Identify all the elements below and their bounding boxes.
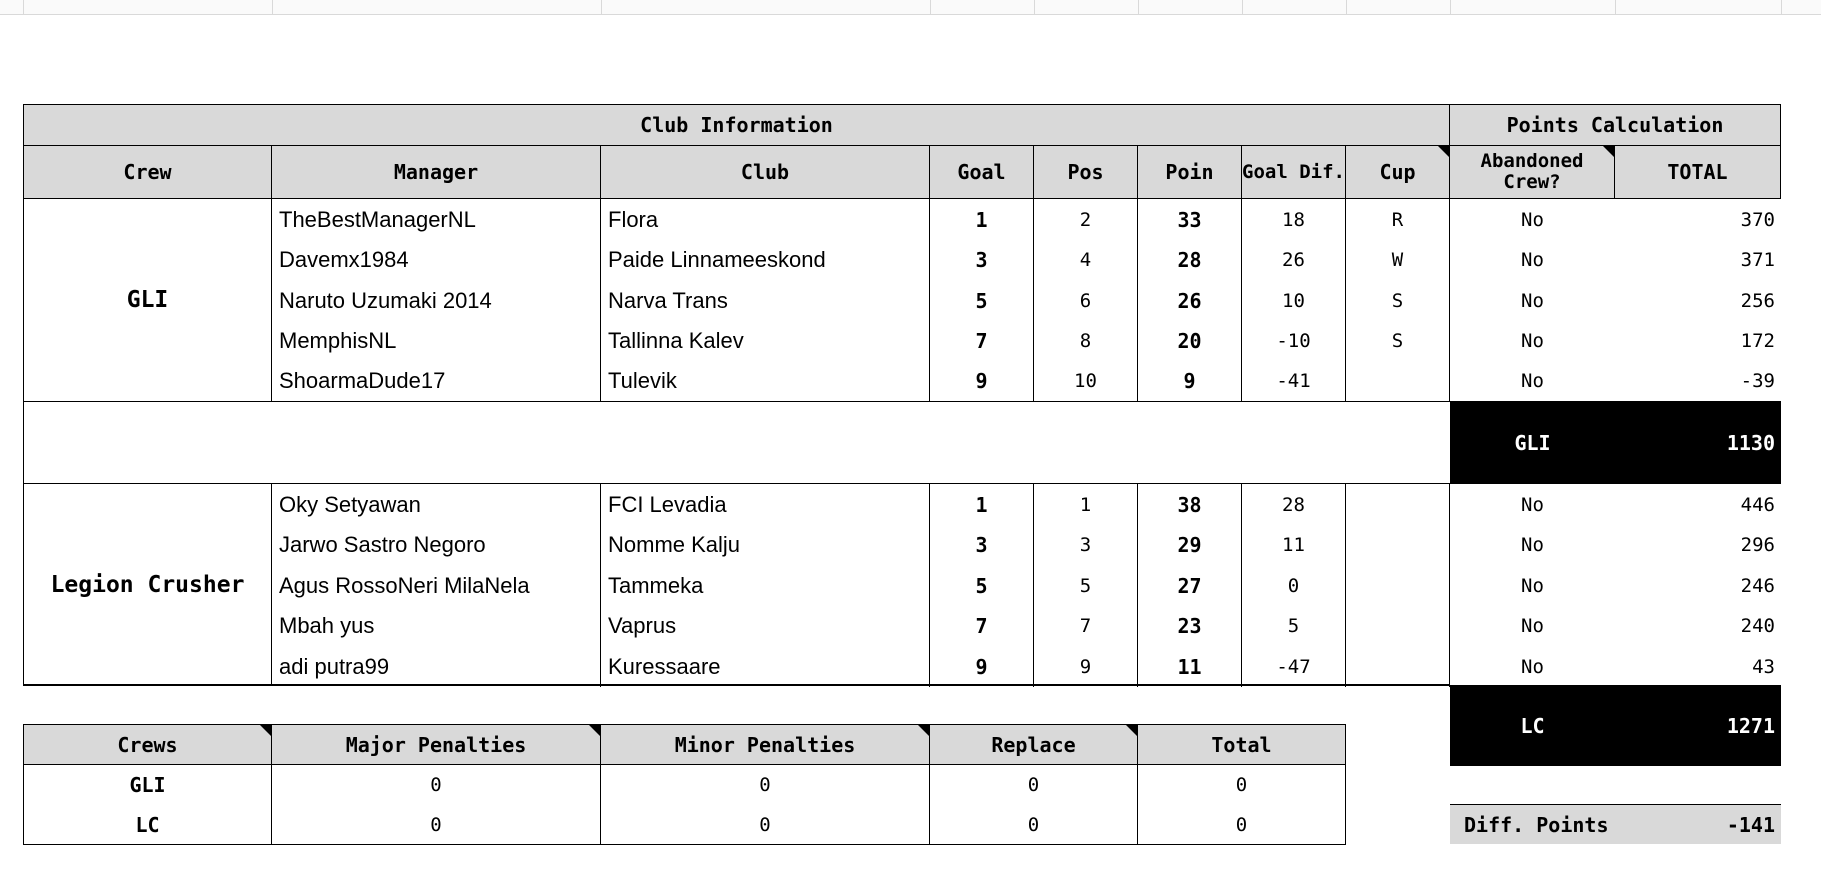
cell-pos[interactable]: 5 [1034, 565, 1138, 606]
cell-poin[interactable]: 20 [1138, 321, 1242, 361]
cell-gdif[interactable]: 26 [1242, 240, 1346, 280]
cell-total[interactable]: 256 [1740, 289, 1775, 312]
diff-points-value[interactable]: -141 [1615, 804, 1781, 844]
cell-cup[interactable]: R [1346, 199, 1450, 240]
cell-gdif[interactable]: 11 [1242, 525, 1346, 565]
cell-goal[interactable]: 7 [930, 321, 1034, 361]
cell-total[interactable]: 43 [1752, 655, 1775, 678]
cell-gdif[interactable]: 0 [1242, 565, 1346, 606]
cell-goal[interactable]: 5 [930, 565, 1034, 606]
cell-abandoned[interactable]: No [1521, 330, 1544, 352]
cell-manager[interactable]: Jarwo Sastro Negoro [272, 525, 601, 565]
cell-goal[interactable]: 9 [930, 646, 1034, 687]
cell-poin[interactable]: 29 [1138, 525, 1242, 565]
cell-poin[interactable]: 26 [1138, 280, 1242, 321]
cell-pos[interactable]: 6 [1034, 280, 1138, 321]
gli-subtotal-value[interactable]: 1130 [1615, 402, 1781, 484]
cell-club[interactable]: Nomme Kalju [601, 525, 930, 565]
cell-abandoned[interactable]: No [1521, 249, 1544, 271]
cell-manager[interactable]: ShoarmaDude17 [272, 361, 601, 402]
total-header[interactable]: TOTAL [1615, 146, 1781, 199]
penalty-minor[interactable]: 0 [601, 805, 930, 845]
cell-pos[interactable]: 10 [1034, 361, 1138, 402]
cell-manager[interactable]: Davemx1984 [272, 240, 601, 280]
cell-poin[interactable]: 28 [1138, 240, 1242, 280]
penalties-replace-header[interactable]: Replace [930, 724, 1138, 765]
column-divider [1615, 0, 1616, 14]
column-divider [272, 0, 273, 14]
cell-poin[interactable]: 38 [1138, 484, 1242, 525]
cell-total[interactable]: 371 [1740, 249, 1775, 271]
cell-pos[interactable]: 9 [1034, 646, 1138, 687]
cell-goal[interactable]: 5 [930, 280, 1034, 321]
cell-total[interactable]: 296 [1740, 534, 1775, 556]
cell-gdif[interactable]: -10 [1242, 321, 1346, 361]
cell-gdif[interactable]: -41 [1242, 361, 1346, 402]
column-divider [1450, 0, 1451, 14]
cell-abandoned[interactable]: No [1521, 289, 1544, 312]
cell-club[interactable]: Paide Linnameeskond [601, 240, 930, 280]
penalty-crew[interactable]: GLI [23, 765, 272, 805]
cell-poin[interactable]: 33 [1138, 199, 1242, 240]
cell-poin[interactable]: 9 [1138, 361, 1242, 402]
penalty-crew[interactable]: LC [23, 805, 272, 845]
penalty-replace[interactable]: 0 [930, 765, 1138, 805]
cell-cup[interactable] [1346, 606, 1450, 646]
cell-cup[interactable] [1346, 361, 1450, 402]
cell-club[interactable]: Narva Trans [601, 280, 930, 321]
cell-abandoned[interactable]: No [1450, 361, 1615, 402]
cell-cup[interactable]: S [1346, 321, 1450, 361]
penalties-minor-header[interactable]: Minor Penalties [601, 724, 930, 765]
cell-manager[interactable]: MemphisNL [272, 321, 601, 361]
cell-manager[interactable]: Agus RossoNeri MilaNela [272, 565, 601, 606]
lc-subtotal-label[interactable]: LC [1450, 685, 1615, 766]
penalties-total-header[interactable]: Total [1138, 724, 1346, 765]
club-header[interactable]: Club [601, 146, 930, 199]
cell-abandoned[interactable]: No [1521, 615, 1544, 637]
manager-header[interactable]: Manager [272, 146, 601, 199]
poin-header[interactable]: Poin [1138, 146, 1242, 199]
cell-pos[interactable]: 7 [1034, 606, 1138, 646]
cell-cup[interactable] [1346, 484, 1450, 525]
cell-gdif[interactable]: 28 [1242, 484, 1346, 525]
column-divider [23, 0, 24, 14]
club-information-header[interactable]: Club Information [23, 104, 1450, 146]
penalty-total[interactable]: 0 [1138, 805, 1346, 845]
crew-header[interactable]: Crew [23, 146, 272, 199]
cell-pos[interactable]: 2 [1034, 199, 1138, 240]
cell-gdif[interactable]: 18 [1242, 199, 1346, 240]
column-divider [1034, 0, 1035, 14]
column-divider [1781, 0, 1782, 14]
penalty-major[interactable]: 0 [272, 805, 601, 845]
column-divider [1346, 0, 1347, 14]
cell-cup[interactable] [1346, 525, 1450, 565]
cell-manager[interactable]: TheBestManagerNL [272, 199, 601, 240]
cell-goal[interactable]: 9 [930, 361, 1034, 402]
goal-dif-header[interactable]: Goal Dif. [1242, 146, 1346, 199]
cell-goal[interactable]: 7 [930, 606, 1034, 646]
cell-pos[interactable]: 8 [1034, 321, 1138, 361]
cell-gdif[interactable]: 5 [1242, 606, 1346, 646]
pos-header[interactable]: Pos [1034, 146, 1138, 199]
cell-abandoned[interactable]: No [1521, 208, 1544, 231]
cell-manager[interactable]: Naruto Uzumaki 2014 [272, 280, 601, 321]
cell-cup[interactable] [1346, 565, 1450, 606]
cell-pos[interactable]: 1 [1034, 484, 1138, 525]
penalty-replace[interactable]: 0 [930, 805, 1138, 845]
cell-pos[interactable]: 3 [1034, 525, 1138, 565]
cell-manager[interactable]: adi putra99 [272, 646, 601, 687]
cell-abandoned[interactable]: No [1521, 493, 1544, 516]
cell-goal[interactable]: 1 [930, 484, 1034, 525]
penalties-major-header[interactable]: Major Penalties [272, 724, 601, 765]
cell-cup[interactable]: W [1346, 240, 1450, 280]
goal-header[interactable]: Goal [930, 146, 1034, 199]
cell-total[interactable]: 172 [1740, 330, 1775, 352]
crew-name-legion-crusher[interactable]: Legion Crusher [23, 484, 272, 685]
crew-spacer-row[interactable] [23, 402, 1450, 484]
cell-abandoned[interactable]: No [1521, 655, 1544, 678]
cell-club[interactable]: Tammeka [601, 565, 930, 606]
column-divider [601, 0, 602, 14]
cell-club[interactable]: Flora [601, 199, 930, 240]
penalty-total[interactable]: 0 [1138, 765, 1346, 805]
cell-goal[interactable]: 3 [930, 525, 1034, 565]
crew-name-gli[interactable]: GLI [23, 199, 272, 402]
cell-poin[interactable]: 23 [1138, 606, 1242, 646]
column-divider [1138, 0, 1139, 14]
sheet-top-strip [0, 0, 1821, 15]
cell-poin[interactable]: 27 [1138, 565, 1242, 606]
cell-abandoned[interactable]: No [1521, 534, 1544, 556]
cell-club[interactable]: Tallinna Kalev [601, 321, 930, 361]
cell-gdif[interactable]: -47 [1242, 646, 1346, 687]
column-divider [930, 0, 931, 14]
cell-club[interactable]: Vaprus [601, 606, 930, 646]
cell-total[interactable]: 446 [1740, 493, 1775, 516]
cell-gdif[interactable]: 10 [1242, 280, 1346, 321]
cup-header[interactable]: Cup [1346, 146, 1450, 199]
cell-abandoned[interactable]: No [1521, 574, 1544, 597]
cell-goal[interactable]: 1 [930, 199, 1034, 240]
cell-total[interactable]: 240 [1740, 615, 1775, 637]
cell-total[interactable]: -39 [1615, 361, 1781, 402]
cell-club[interactable]: FCI Levadia [601, 484, 930, 525]
diff-points-label[interactable]: Diff. Points [1450, 804, 1615, 844]
gli-subtotal-label[interactable]: GLI [1450, 402, 1615, 484]
penalty-minor[interactable]: 0 [601, 765, 930, 805]
cell-club[interactable]: Tulevik [601, 361, 930, 402]
penalty-major[interactable]: 0 [272, 765, 601, 805]
cell-manager[interactable]: Mbah yus [272, 606, 601, 646]
penalties-crews-header[interactable]: Crews [23, 724, 272, 765]
abandoned-header[interactable]: Abandoned Crew? [1450, 146, 1615, 199]
cell-poin[interactable]: 11 [1138, 646, 1242, 687]
cell-club[interactable]: Kuressaare [601, 646, 930, 687]
cell-cup[interactable] [1346, 646, 1450, 687]
column-divider [1242, 0, 1243, 14]
cell-total[interactable]: 246 [1740, 574, 1775, 597]
cell-pos[interactable]: 4 [1034, 240, 1138, 280]
points-calculation-header[interactable]: Points Calculation [1450, 104, 1781, 146]
cell-cup[interactable]: S [1346, 280, 1450, 321]
lc-subtotal-value[interactable]: 1271 [1615, 685, 1781, 766]
cell-goal[interactable]: 3 [930, 240, 1034, 280]
cell-manager[interactable]: Oky Setyawan [272, 484, 601, 525]
cell-total[interactable]: 370 [1740, 208, 1775, 231]
